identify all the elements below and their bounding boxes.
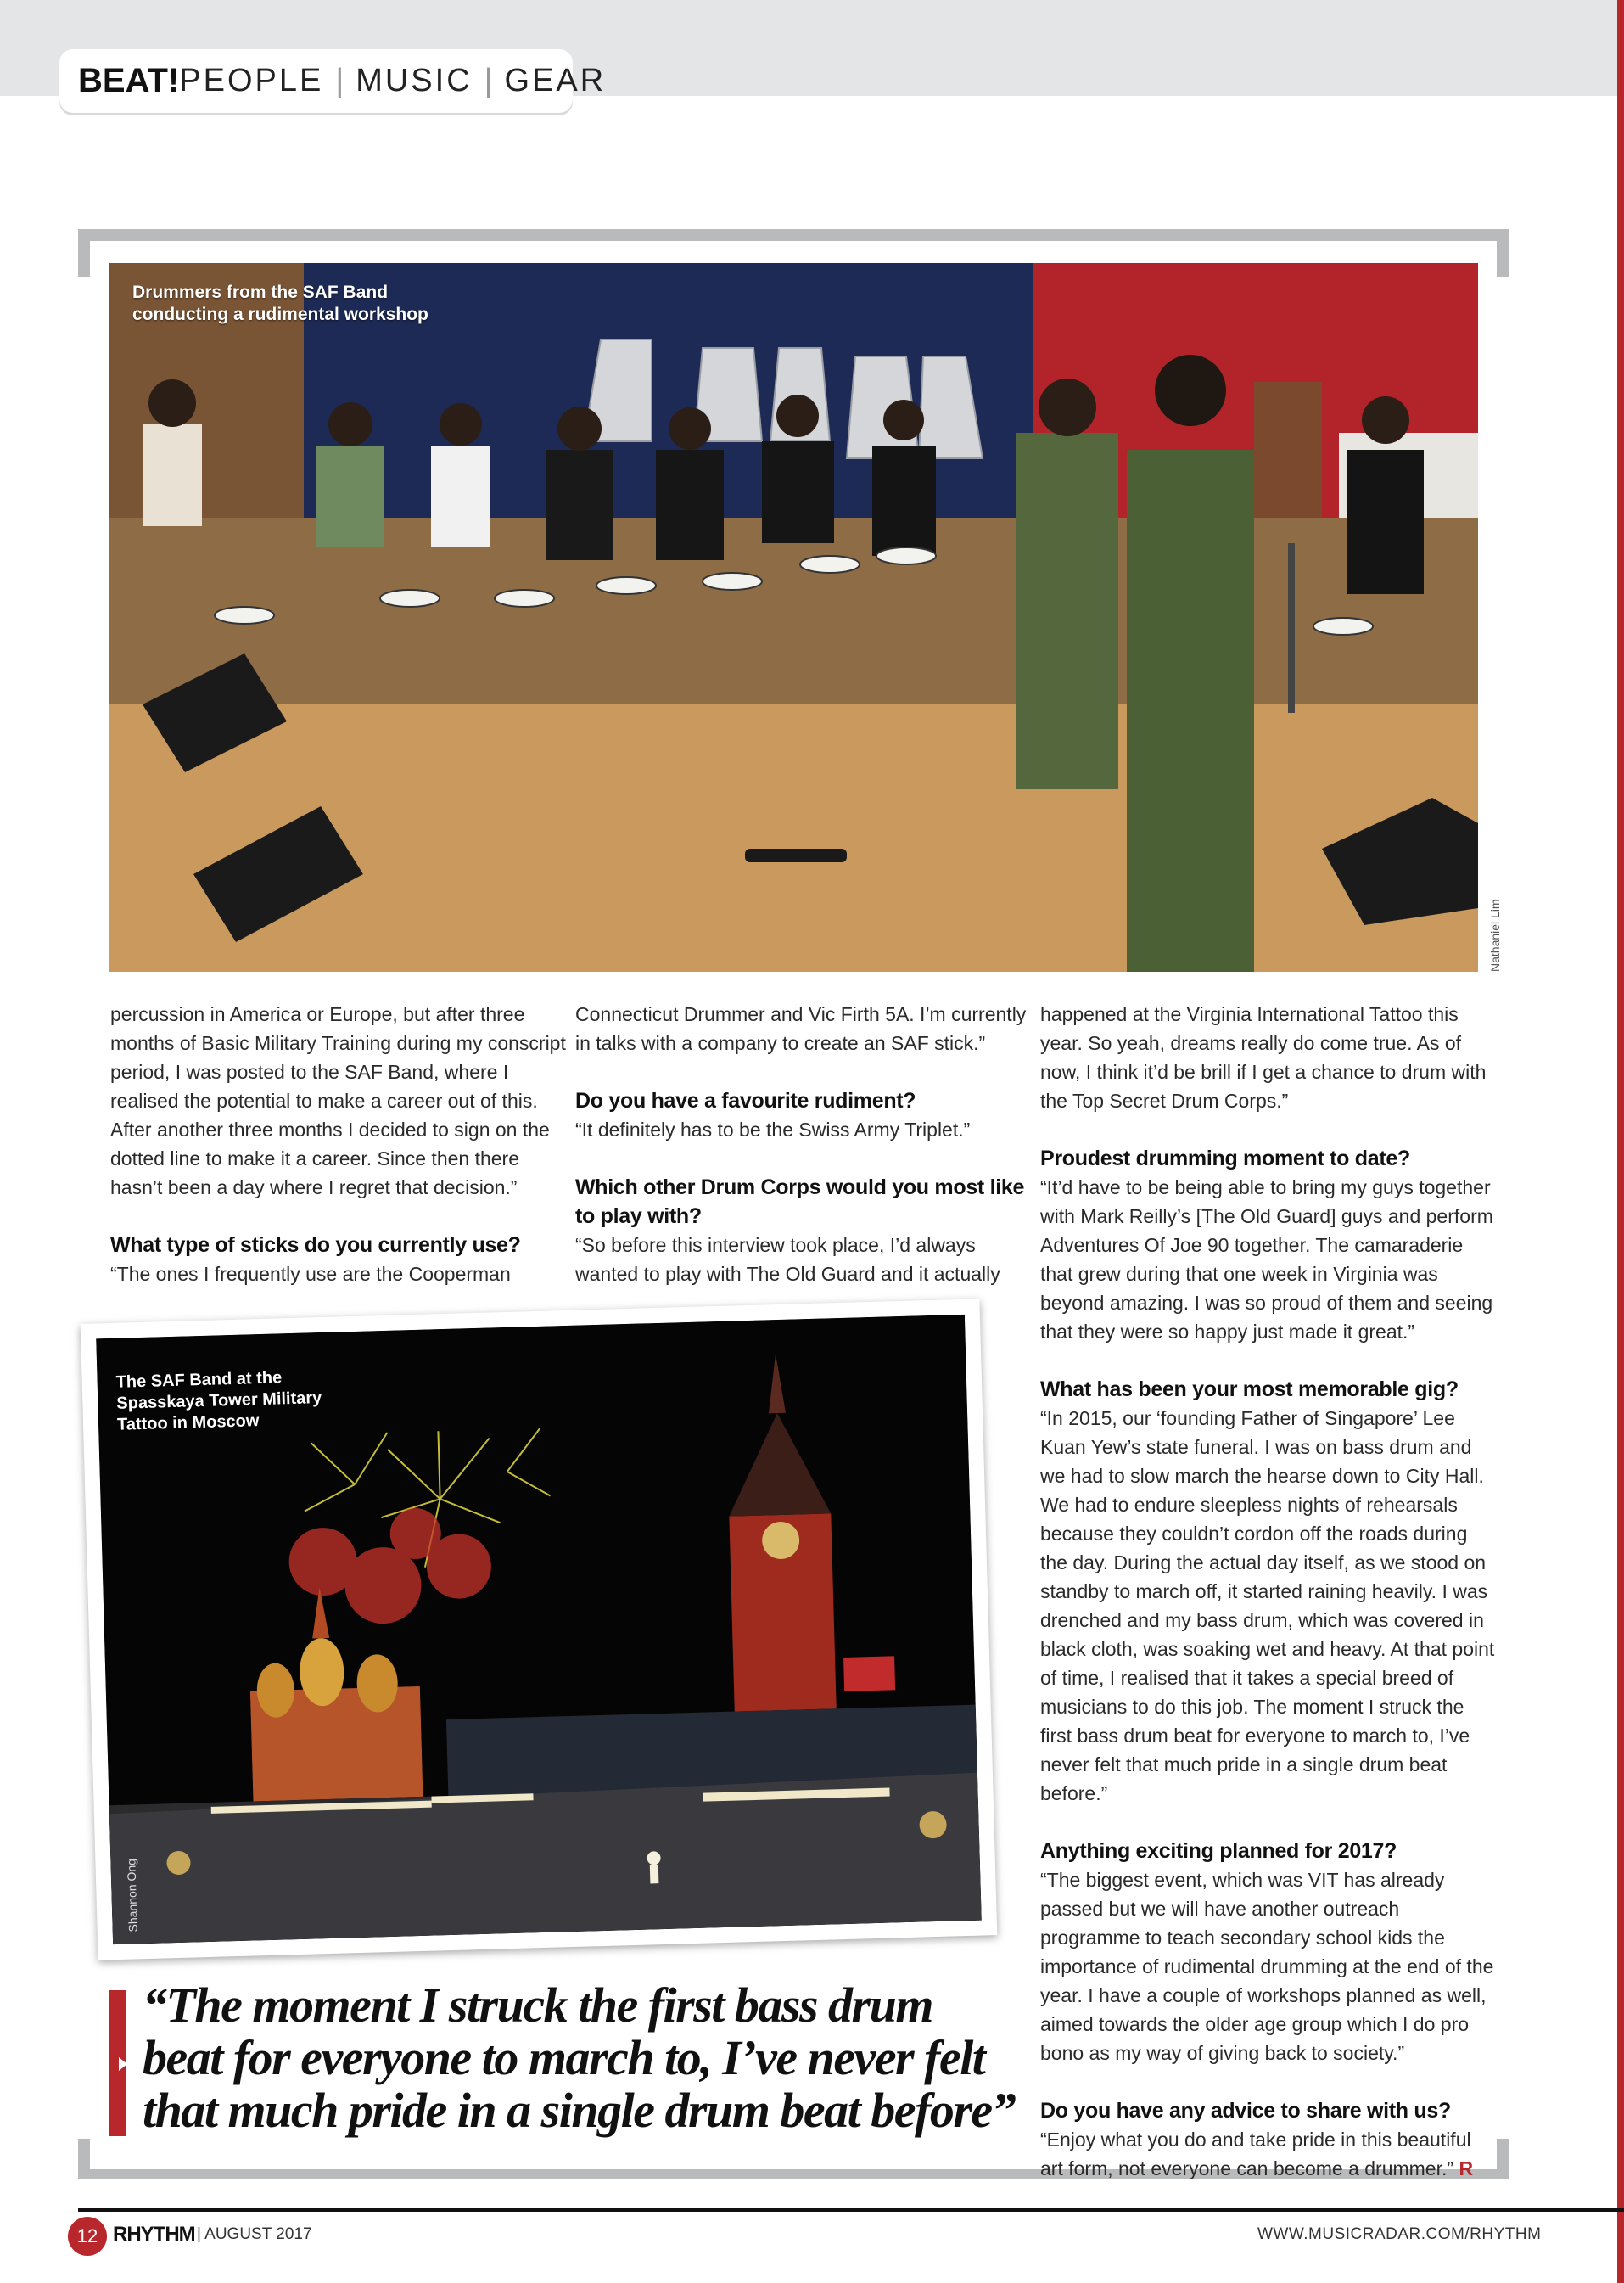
caption-line: Drummers from the SAF Band [132,283,389,302]
body-paragraph: happened at the Virginia International Tattoo this year. So yeah, dreams really do come true. As of now, I think it’d be brill if I get a chance to drum with the Top Secret Drum Corps.” [1040,1003,1487,1112]
answer-paragraph: “So before this interview took place, I’d always wanted to play with The Old Guard and it actually [575,1234,1000,1285]
frame-top [78,229,1509,241]
answer-paragraph: “It definitely has to be the Swiss Army Triplet.” [575,1119,971,1141]
end-mark: R [1459,2157,1474,2179]
body-paragraph: Connecticut Drummer and Vic Firth 5A. I’m currently in talks with a company to create an SAF stick.” [575,1003,1027,1054]
answer-text: “Enjoy what you do and take pride in this beautiful art form, not everyone can become a drummer.” [1040,2129,1471,2179]
page-edge-stripe [1617,0,1624,2283]
question-heading: Do you have a favourite rudiment? [575,1089,916,1113]
divider: | [335,63,344,98]
question-heading: Anything exciting planned for 2017? [1040,1839,1397,1863]
section-header-tab [59,49,607,113]
section-brand: BEAT! [78,62,180,99]
answer-paragraph: “The ones I frequently use are the Cooperman [110,1263,511,1285]
question-heading: Which other Drum Corps would you most like to play with? [575,1175,1025,1228]
workshop-photo-illustration [109,263,1478,972]
question-heading: Proudest drumming moment to date? [1040,1147,1410,1170]
frame-corner [78,2139,90,2179]
question-heading: Do you have any advice to share with us? [1040,2099,1451,2123]
answer-paragraph: “The biggest event, which was VIT has already passed but we will have another outreach programme to teach secondary school kids the importance of rudimental drumming at the end of the year. I have a couple of workshops planned as well, aimed towards the older age group which I do pro bono as my way of giving back to society.” [1040,1869,1494,2064]
divider: | [484,63,493,98]
section-people: PEOPLE [179,63,324,98]
answer-paragraph [1040,2125,1498,2183]
caption-line: Tattoo in Moscow [116,1411,260,1434]
question-heading: What type of sticks do you currently use? [110,1233,521,1257]
photo-caption [132,282,428,326]
pullquote-notch [119,2057,127,2071]
moscow-photo [96,1315,982,1944]
frame-corner [78,229,90,277]
footer-issue: | AUGUST 2017 [197,2225,312,2243]
article-column-3 [1040,1000,1498,2183]
pullquote: “The moment I struck the first bass drum beat for everyone to march to, I’ve never felt that much pride in a single drum beat before” [143,1977,1016,2138]
question-heading: What has been your most memorable gig? [1040,1377,1459,1401]
body-paragraph: percussion in America or Europe, but after three months of Basic Military Training during my conscript period, I was posted to the SAF Band, where I realised the potential to make a career out of this. After another three months I decided to sign on the dotted line to make it a career. Since then there hasn’t been a day where I regret that decision.” [110,1003,566,1198]
footer-url[interactable]: WWW.MUSICRADAR.COM/RHYTHM [1257,2225,1542,2243]
photo-credit: Shannon Ong [124,1858,140,1932]
caption-line: Spasskaya Tower Military [116,1388,322,1413]
caption-line: The SAF Band at the [115,1368,283,1392]
answer-paragraph: “It’d have to be being able to bring my guys together with Mark Reilly’s [The Old Guard] guys and perform Adventures Of Joe 90 together. The camaraderie that grew during that one week in Virginia was beyond amazing. I was so proud of them and seeing that they were so happy just made it great.” [1040,1176,1493,1343]
page-number: 12 [68,2217,107,2256]
frame-corner [1497,2139,1509,2179]
answer-paragraph: “In 2015, our ‘founding Father of Singapore’ Lee Kuan Yew’s state funeral. I was on bass drum and we had to slow march the hearse down to City Hall. We had to endure sleepless nights of rehearsals because they couldn’t cordon off the roads during the day. During the actual day itself, as we stood on standby to march off, it started raining heavily. I was drenched and my bass drum, which was covered in black cloth, was soaking wet and heavy. At that point of time, I realised that it takes a special breed of musicians to do this job. The moment I struck the first bass drum beat for everyone to march to, I’ve never felt that much pride in a single drum beat before.” [1040,1407,1495,1804]
footer-rule [78,2208,1624,2212]
frame-corner [1497,229,1509,277]
section-gear: GEAR [504,63,607,98]
article-column-2 [575,1000,1033,1317]
footer-brand: RHYTHM [113,2223,195,2246]
article-column-1 [110,1000,568,1317]
section-music: MUSIC [356,63,473,98]
moscow-photo-frame [81,1299,998,1960]
caption-line: conducting a rudimental workshop [132,305,428,324]
workshop-photo [109,263,1478,972]
photo-caption [115,1366,322,1436]
photo-credit: Nathaniel Lim [1488,899,1502,972]
